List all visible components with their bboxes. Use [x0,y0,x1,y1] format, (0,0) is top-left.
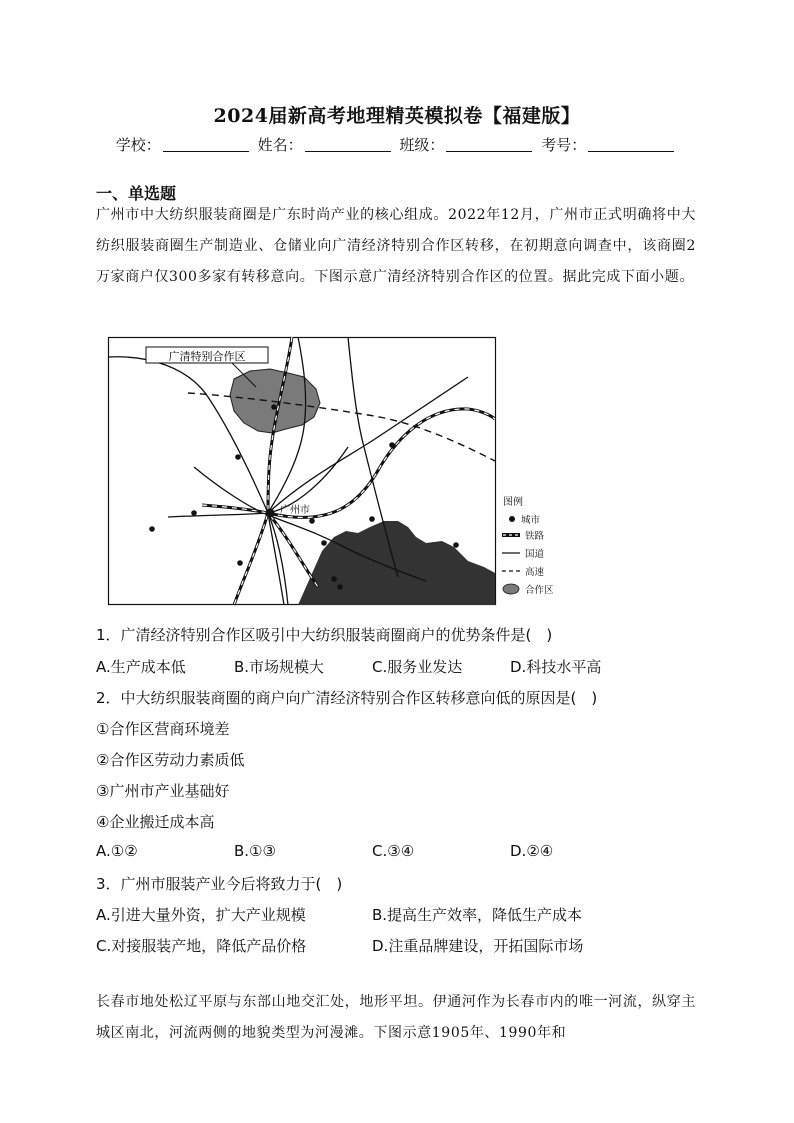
q1-option-d[interactable]: D.科技水平高 [510,658,602,676]
q3-option-c[interactable]: C.对接服装产地，降低产品价格 [96,937,307,955]
school-blank[interactable] [163,137,249,152]
class-label: 班级： [399,136,445,154]
id-blank[interactable] [588,137,674,152]
map-legend [502,495,554,596]
q2-option-a[interactable]: A.①② [96,842,138,860]
city-dot [191,510,197,516]
city-dot [389,442,395,448]
legend-title: 图例 [503,497,523,508]
zone-label: 广清特别合作区 [168,350,246,363]
city-dot [453,542,459,548]
guangqing-map [108,337,554,605]
city-dot [331,576,337,582]
passage-changchun: 长春市地处松辽平原与东部山地交汇处，地形平坦。伊通河作为长春市内的唯一河流，纵穿主城区南北，河流两侧的地貌类型为河漫滩。下图示意1905年、1990年和 [96,994,696,1041]
legend-expressway: 高速 [525,567,545,578]
exam-title: 2024届新高考地理精英模拟卷【福建版】 [213,105,581,127]
legend-city: 城市 [521,515,541,526]
city-dot [237,560,243,566]
q2-item-3: ③广州市产业基础好 [96,782,230,800]
city-dot [235,454,241,460]
school-label: 学校： [115,136,161,154]
city-dot-guangzhou [266,509,275,518]
city-dot [271,404,277,410]
q2-item-4: ④企业搬迁成本高 [96,813,215,831]
q2-item-2: ②合作区劳动力素质低 [96,751,245,769]
q2-option-c[interactable]: C.③④ [372,842,415,860]
question-2-stem: 2．中大纺织服装商圈的商户向广清经济特别合作区转移意向低的原因是( ) [96,689,598,707]
city-dot [149,526,155,532]
student-info-line [0,134,794,155]
q2-option-d[interactable]: D.②④ [510,842,554,860]
legend-railway: 铁路 [525,531,545,542]
q2-option-b[interactable]: B.①③ [234,842,276,860]
legend-national-road: 国道 [525,549,545,560]
name-blank[interactable] [305,137,391,152]
guangzhou-label: 广州市 [280,505,310,516]
section-heading: 一、单选题 [96,184,177,203]
city-dot [369,516,375,522]
question-3-stem: 3．广州市服装产业今后将致力于( ) [96,875,343,893]
city-dot [321,540,327,546]
city-dot [309,518,315,524]
question-1-stem: 1．广清经济特别合作区吸引中大纺织服装商圈商户的优势条件是( ) [96,626,553,644]
q3-option-a[interactable]: A.引进大量外资，扩大产业规模 [96,906,306,924]
q3-option-b[interactable]: B.提高生产效率，降低生产成本 [372,906,583,924]
passage-guangqing: 广州市中大纺织服装商圈是广东时尚产业的核心组成。2022年12月，广州市正式明确将中大纺织服装商圈生产制造业、仓储业向广清经济特别合作区转移，在初期意向调查中，该商圈2万家商户仅300多家有转移意向。下图示意广清经济特别合作区的位置。据此完成下面小题。 [96,207,696,285]
q2-item-1: ①合作区营商环境差 [96,720,230,738]
q3-option-d[interactable]: D.注重品牌建设，开拓国际市场 [372,937,584,955]
legend-zone: 合作区 [525,585,554,596]
q1-option-b[interactable]: B.市场规模大 [234,658,325,676]
name-label: 姓名： [257,136,303,154]
id-label: 考号： [541,136,587,154]
q1-option-a[interactable]: A.生产成本低 [96,658,186,676]
city-dot [337,584,343,590]
class-blank[interactable] [446,137,532,152]
q1-option-c[interactable]: C.服务业发达 [372,658,463,676]
